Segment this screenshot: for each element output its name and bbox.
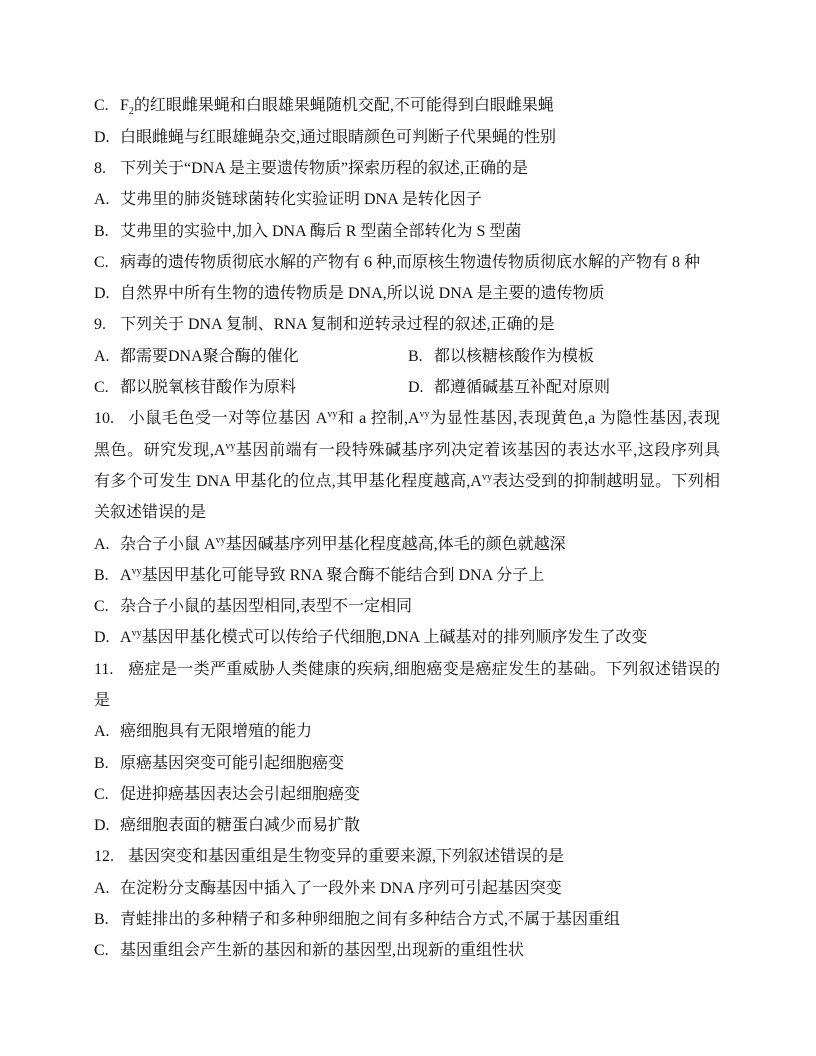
question-10-stem-line-2 [94,435,720,466]
option-label: C. [94,942,109,960]
subscript: 2 [128,106,134,118]
question-10-stem-line-3 [94,466,720,497]
option-text: 自然界中所有生物的遗传物质是 DNA,所以说 DNA 是主要的遗传物质 [120,285,605,303]
option-label: D. [94,128,110,146]
stem-text: 为显性基因,表现黄色,a 为隐性基因,表现 [429,410,720,428]
superscript: vy [419,409,430,421]
question-10-option-c [94,591,720,622]
question-11-stem-line-1 [94,654,720,685]
question-number: 11. [94,660,114,678]
option-text: 基因甲基化模式可以传给子代细胞,DNA 上碱基对的排列顺序发生了改变 [141,629,648,647]
stem-text: 基因前端有一段特殊碱基序列决定着该基因的表达水平,这段序列具 [235,441,720,459]
question-7-option-c [94,90,720,121]
question-10-option-a [94,529,720,560]
option-text: 基因甲基化可能导致 RNA 聚合酶不能结合到 DNA 分子上 [141,566,545,584]
option-label: B. [94,222,109,240]
option-text: 青蛙排出的多种精子和多种卵细胞之间有多种结合方式,不属于基因重组 [120,911,621,929]
option-label: D. [94,285,110,303]
option-text: 癌细胞表面的糖蛋白减少而易扩散 [120,817,361,835]
superscript: vy [481,471,492,483]
stem-text: 有多个可发生 DNA 甲基化的位点,其甲基化程度越高,A [94,472,482,490]
option-label: C. [94,598,109,616]
superscript: vy [131,628,142,640]
option-text: 白眼雌蝇与红眼雄蝇杂交,通过眼睛颜色可判断子代果蝇的性别 [120,128,557,146]
option-label: B. [94,566,109,584]
question-12-stem [94,841,720,872]
question-12-option-c [94,935,720,966]
option-label: C. [94,379,109,397]
question-9-stem [94,309,720,340]
question-stem: 下列关于 DNA 复制、RNA 复制和逆转录过程的叙述,正确的是 [120,316,555,334]
option-text: 都遵循碱基互补配对原则 [434,379,611,397]
question-stem: 下列关于“DNA 是主要遗传物质”探索历程的叙述,正确的是 [120,159,528,177]
superscript: vy [327,409,338,421]
question-11-option-b [94,748,720,779]
question-number: 8. [94,159,106,177]
question-9-option-a [94,348,299,365]
option-label: B. [94,754,109,772]
superscript: vy [131,565,142,577]
option-label: C. [94,97,109,115]
stem-text: 黑色。研究发现,A [94,441,226,459]
question-11-option-d [94,810,720,841]
option-text: F [120,97,129,115]
question-9-options-row-2 [94,372,720,403]
option-text: 杂合子小鼠的基因型相同,表型不一定相同 [120,598,413,616]
option-label: D. [94,817,110,835]
option-text: 杂合子小鼠 A [120,535,216,553]
option-text: 都以脱氧核苷酸作为原料 [120,379,297,397]
superscript: vy [225,440,236,452]
option-text: 艾弗里的肺炎链球菌转化实验证明 DNA 是转化因子 [120,191,482,209]
question-number: 12. [94,848,114,866]
option-text: 都需要DNA聚合酶的催化 [120,347,299,365]
question-10-stem-line-1 [94,403,720,434]
stem-text: 癌症是一类严重威胁人类健康的疾病,细胞癌变是癌症发生的基础。下列叙述错误的 [128,660,720,678]
option-text: 基因碱基序列甲基化程度越高,体毛的颜色就越深 [225,535,566,553]
question-7-option-d [94,122,720,153]
option-text: 的红眼雌果蝇和白眼雄果蝇随机交配,不可能得到白眼雌果蝇 [133,97,554,115]
question-content [94,90,720,966]
question-9-option-d [408,372,610,403]
option-text: 原癌基因突变可能引起细胞癌变 [120,754,345,772]
question-9-options-row-1 [94,341,720,372]
option-label: C. [94,253,109,271]
question-number: 9. [94,316,106,334]
superscript: vy [215,534,226,546]
option-label: A. [94,879,110,897]
option-label: A. [94,723,110,741]
question-8-option-a [94,184,720,215]
question-8-option-b [94,216,720,247]
question-12-option-a [94,873,720,904]
stem-text: 表达受到的抑制越明显。下列相 [491,472,720,490]
option-label: A. [94,535,110,553]
question-11-stem-line-2 [94,685,720,716]
question-10-stem-line-4 [94,497,720,528]
option-label: B. [408,347,423,365]
question-8-stem [94,153,720,184]
question-9-option-b [408,341,594,372]
option-text: A [120,629,132,647]
option-label: A. [94,347,110,365]
question-8-option-c [94,247,720,278]
option-text: 在淀粉分支酶基因中插入了一段外来 DNA 序列可引起基因突变 [120,879,562,897]
stem-text: 和 a 控制,A [337,410,420,428]
option-text: 病毒的遗传物质彻底水解的产物有 6 种,而原核生物遗传物质彻底水解的产物有 8 种 [120,253,701,271]
option-text: 促进抑癌基因表达会引起细胞癌变 [120,785,361,803]
question-stem: 基因突变和基因重组是生物变异的重要来源,下列叙述错误的是 [128,848,565,866]
option-label: D. [94,629,110,647]
option-label: C. [94,785,109,803]
stem-text: 小鼠毛色受一对等位基因 A [128,410,328,428]
option-label: A. [94,191,110,209]
question-9-option-c [94,379,296,396]
question-12-option-b [94,904,720,935]
question-10-option-d [94,622,720,653]
question-8-option-d [94,278,720,309]
option-label: D. [408,379,424,397]
option-text: 艾弗里的实验中,加入 DNA 酶后 R 型菌全部转化为 S 型菌 [120,222,522,240]
option-text: 癌细胞具有无限增殖的能力 [120,723,313,741]
option-label: B. [94,911,109,929]
question-11-option-c [94,779,720,810]
question-10-option-b [94,560,720,591]
stem-text: 是 [94,691,111,709]
option-text: 基因重组会产生新的基因和新的基因型,出现新的重组性状 [120,942,525,960]
option-text: A [120,566,132,584]
question-11-option-a [94,716,720,747]
question-number: 10. [94,410,114,428]
option-text: 都以核糖核酸作为模板 [434,347,595,365]
stem-text: 关叙述错误的是 [94,504,207,522]
